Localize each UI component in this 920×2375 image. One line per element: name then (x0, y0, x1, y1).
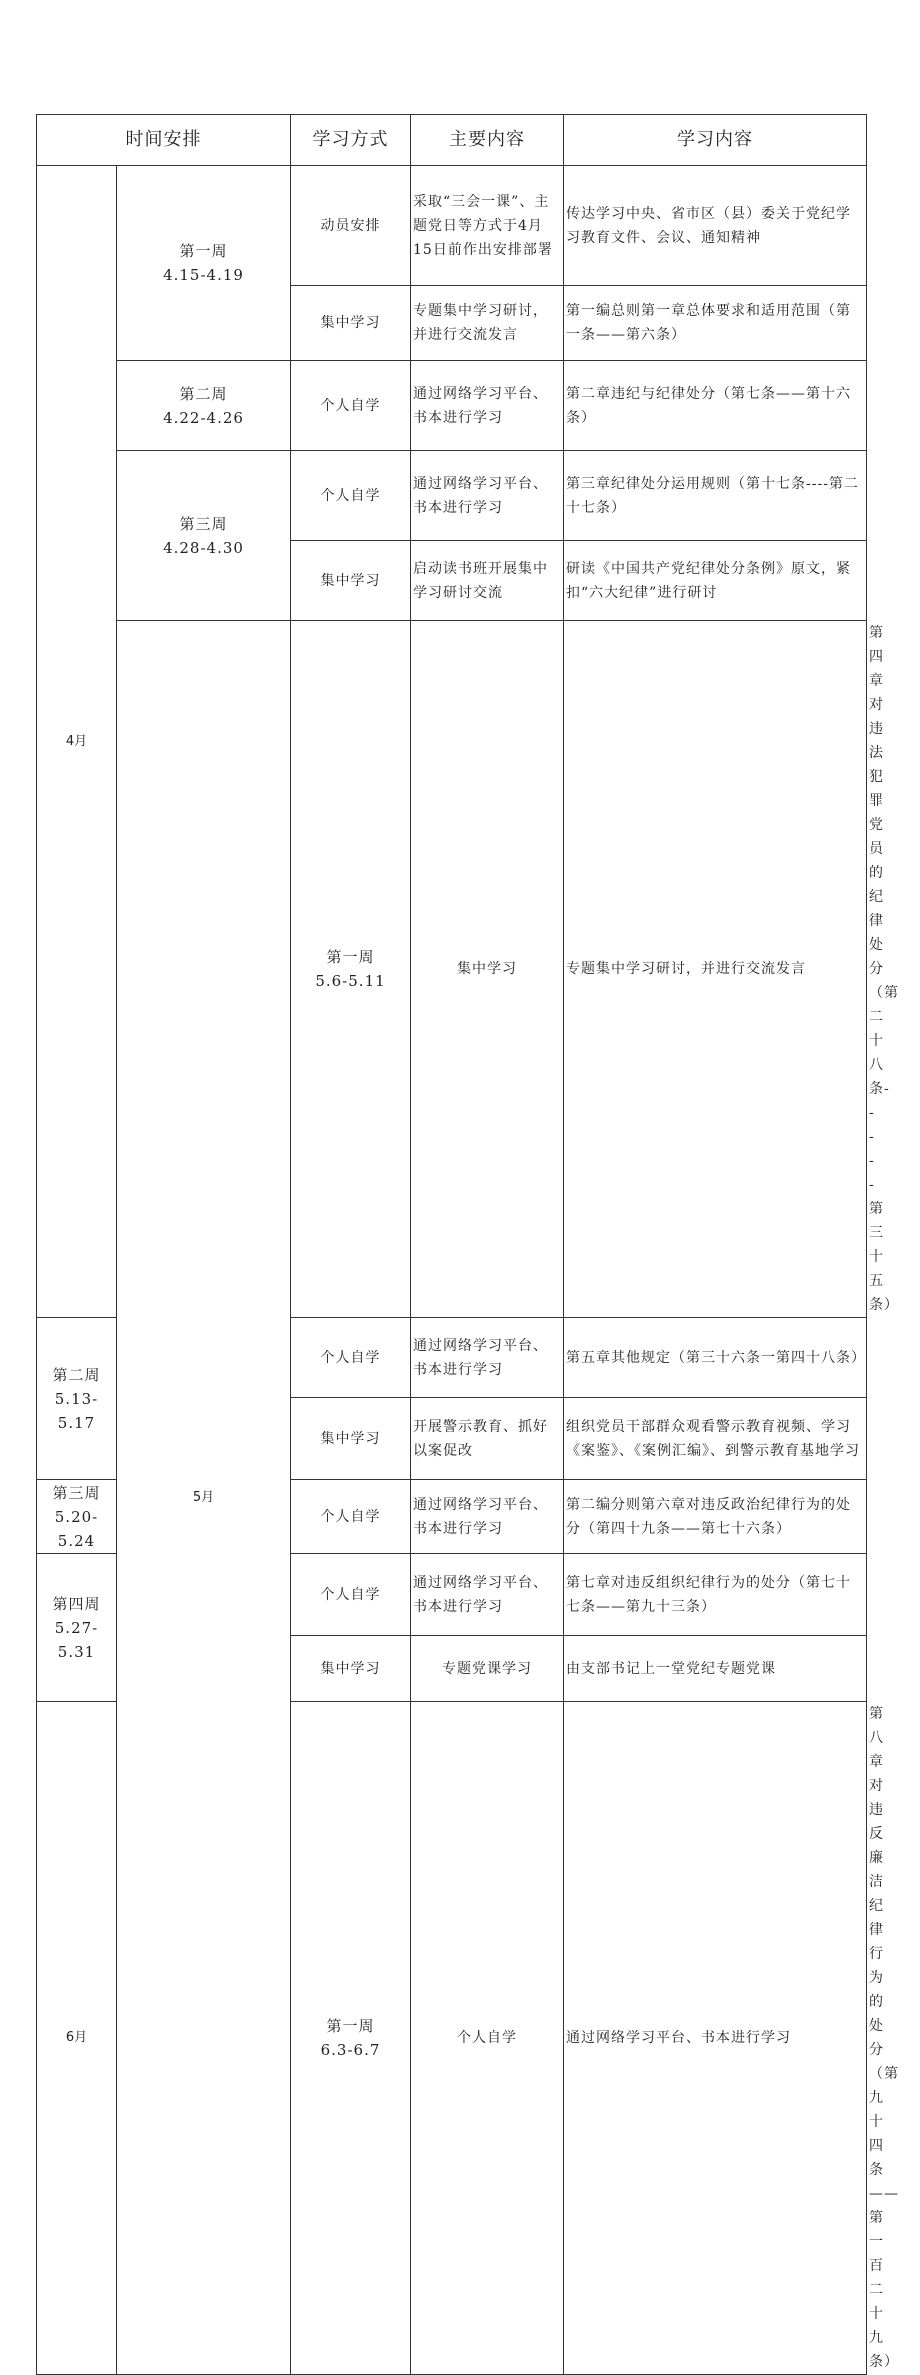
study-content-cell: 第五章其他规定（第三十六条一第四十八条） (564, 1318, 867, 1398)
week-dates: 5.13-5.17 (54, 1389, 99, 1432)
method-cell: 个人自学 (291, 451, 411, 541)
table-row (37, 166, 867, 286)
week-cell (37, 1318, 117, 1480)
week-name: 第二周 (179, 384, 228, 403)
month-cell: 6月 (37, 1702, 117, 2375)
study-content-cell: 研读《中国共产党纪律处分条例》原文，紧扣“六大纪律”进行研讨 (564, 541, 867, 621)
week-cell (37, 1480, 117, 1554)
study-content-cell: 第一编总则第一章总体要求和适用范围（第一条——第六条） (564, 286, 867, 361)
main-content-cell: 专题党课学习 (411, 1636, 564, 1702)
week-name: 第二周 (52, 1365, 101, 1384)
method-cell: 个人自学 (291, 361, 411, 451)
method-cell: 集中学习 (291, 286, 411, 361)
table-row (37, 451, 867, 541)
week-dates: 5.20-5.24 (54, 1507, 99, 1550)
week-name: 第一周 (179, 242, 228, 260)
main-content-cell: 专题集中学习研讨，并进行交流发言 (564, 621, 867, 1318)
week-name: 第一周 (326, 2017, 375, 2035)
main-content-cell: 通过网络学习平台、书本进行学习 (411, 1480, 564, 1554)
main-content-cell: 通过网络学习平台、书本进行学习 (411, 1318, 564, 1398)
method-cell: 集中学习 (411, 621, 564, 1318)
week-cell (291, 621, 411, 1318)
month-cell: 4月 (37, 166, 117, 1318)
month-cell: 5月 (117, 621, 291, 2375)
week-cell (37, 1554, 117, 1702)
method-cell: 个人自学 (411, 1702, 564, 2375)
study-content-cell: 由支部书记上一堂党纪专题党课 (564, 1636, 867, 1702)
main-content-cell: 通过网络学习平台、书本进行学习 (411, 361, 564, 451)
week-dates: 6.3-6.7 (320, 2041, 381, 2059)
main-content-cell: 通过网络学习平台、书本进行学习 (564, 1702, 867, 2375)
week-cell (117, 166, 291, 361)
method-cell: 集中学习 (291, 1636, 411, 1702)
week-cell (291, 1702, 411, 2375)
main-content-cell: 启动读书班开展集中学习研讨交流 (411, 541, 564, 621)
week-dates: 4.15-4.19 (163, 266, 244, 284)
table-row: 6月 第一周 6.3-6.7 个人自学 通过网络学习平台、书本进行学习 第八章对违反廉洁纪律行为的处分（第九十四条——第一百二十九条） (37, 1702, 867, 2375)
week-cell (117, 451, 291, 621)
main-content-cell: 通过网络学习平台、书本进行学习 (411, 1554, 564, 1636)
method-cell: 个人自学 (291, 1318, 411, 1398)
study-content-cell: 第二章违纪与纪律处分（第七条——第十六条） (564, 361, 867, 451)
week-dates: 5.6-5.11 (315, 972, 386, 990)
week-dates: 4.22-4.26 (163, 408, 244, 427)
method-cell: 集中学习 (291, 541, 411, 621)
method-cell: 个人自学 (291, 1554, 411, 1636)
study-content-cell: 组织党员干部群众观看警示教育视频、学习《案鉴》、《案例汇编》、到警示教育基地学习 (564, 1398, 867, 1480)
study-content-cell: 第三章纪律处分运用规则（第十七条----第二十七条） (564, 451, 867, 541)
header-study-content: 学习内容 (564, 115, 867, 166)
header-time: 时间安排 (37, 115, 291, 166)
week-name: 第四周 (52, 1594, 101, 1613)
main-content-cell: 开展警示教育、抓好以案促改 (411, 1398, 564, 1480)
study-schedule-table (36, 114, 899, 2375)
week-name: 第一周 (326, 948, 375, 966)
study-content-cell: 第七章对违反组织纪律行为的处分（第七十七条——第九十三条） (564, 1554, 867, 1636)
main-content-cell: 采取“三会一课”、主题党日等方式于4月15日前作出安排部署 (411, 166, 564, 286)
study-content-cell: 第二编分则第六章对违反政治纪律行为的处分（第四十九条——第七十六条） (564, 1480, 867, 1554)
method-cell: 个人自学 (291, 1480, 411, 1554)
table-row: 5月 第一周 5.6-5.11 集中学习 专题集中学习研讨，并进行交流发言 第四章对违法犯罪党员的纪律处分（第二十八条-----第三十五条） (37, 621, 867, 1318)
method-cell: 动员安排 (291, 166, 411, 286)
study-content-cell: 传达学习中央、省市区（县）委关于党纪学习教育文件、会议、通知精神 (564, 166, 867, 286)
table-row (37, 361, 867, 451)
main-content-cell: 专题集中学习研讨，并进行交流发言 (411, 286, 564, 361)
method-cell: 集中学习 (291, 1398, 411, 1480)
main-content-cell: 通过网络学习平台、书本进行学习 (411, 451, 564, 541)
header-main-content: 主要内容 (411, 115, 564, 166)
week-name: 第三周 (52, 1483, 101, 1502)
header-method: 学习方式 (291, 115, 411, 166)
header-row (37, 115, 867, 166)
week-dates: 5.27-5.31 (54, 1618, 99, 1661)
week-name: 第三周 (179, 514, 228, 533)
week-dates: 4.28-4.30 (163, 538, 244, 557)
week-cell (117, 361, 291, 451)
